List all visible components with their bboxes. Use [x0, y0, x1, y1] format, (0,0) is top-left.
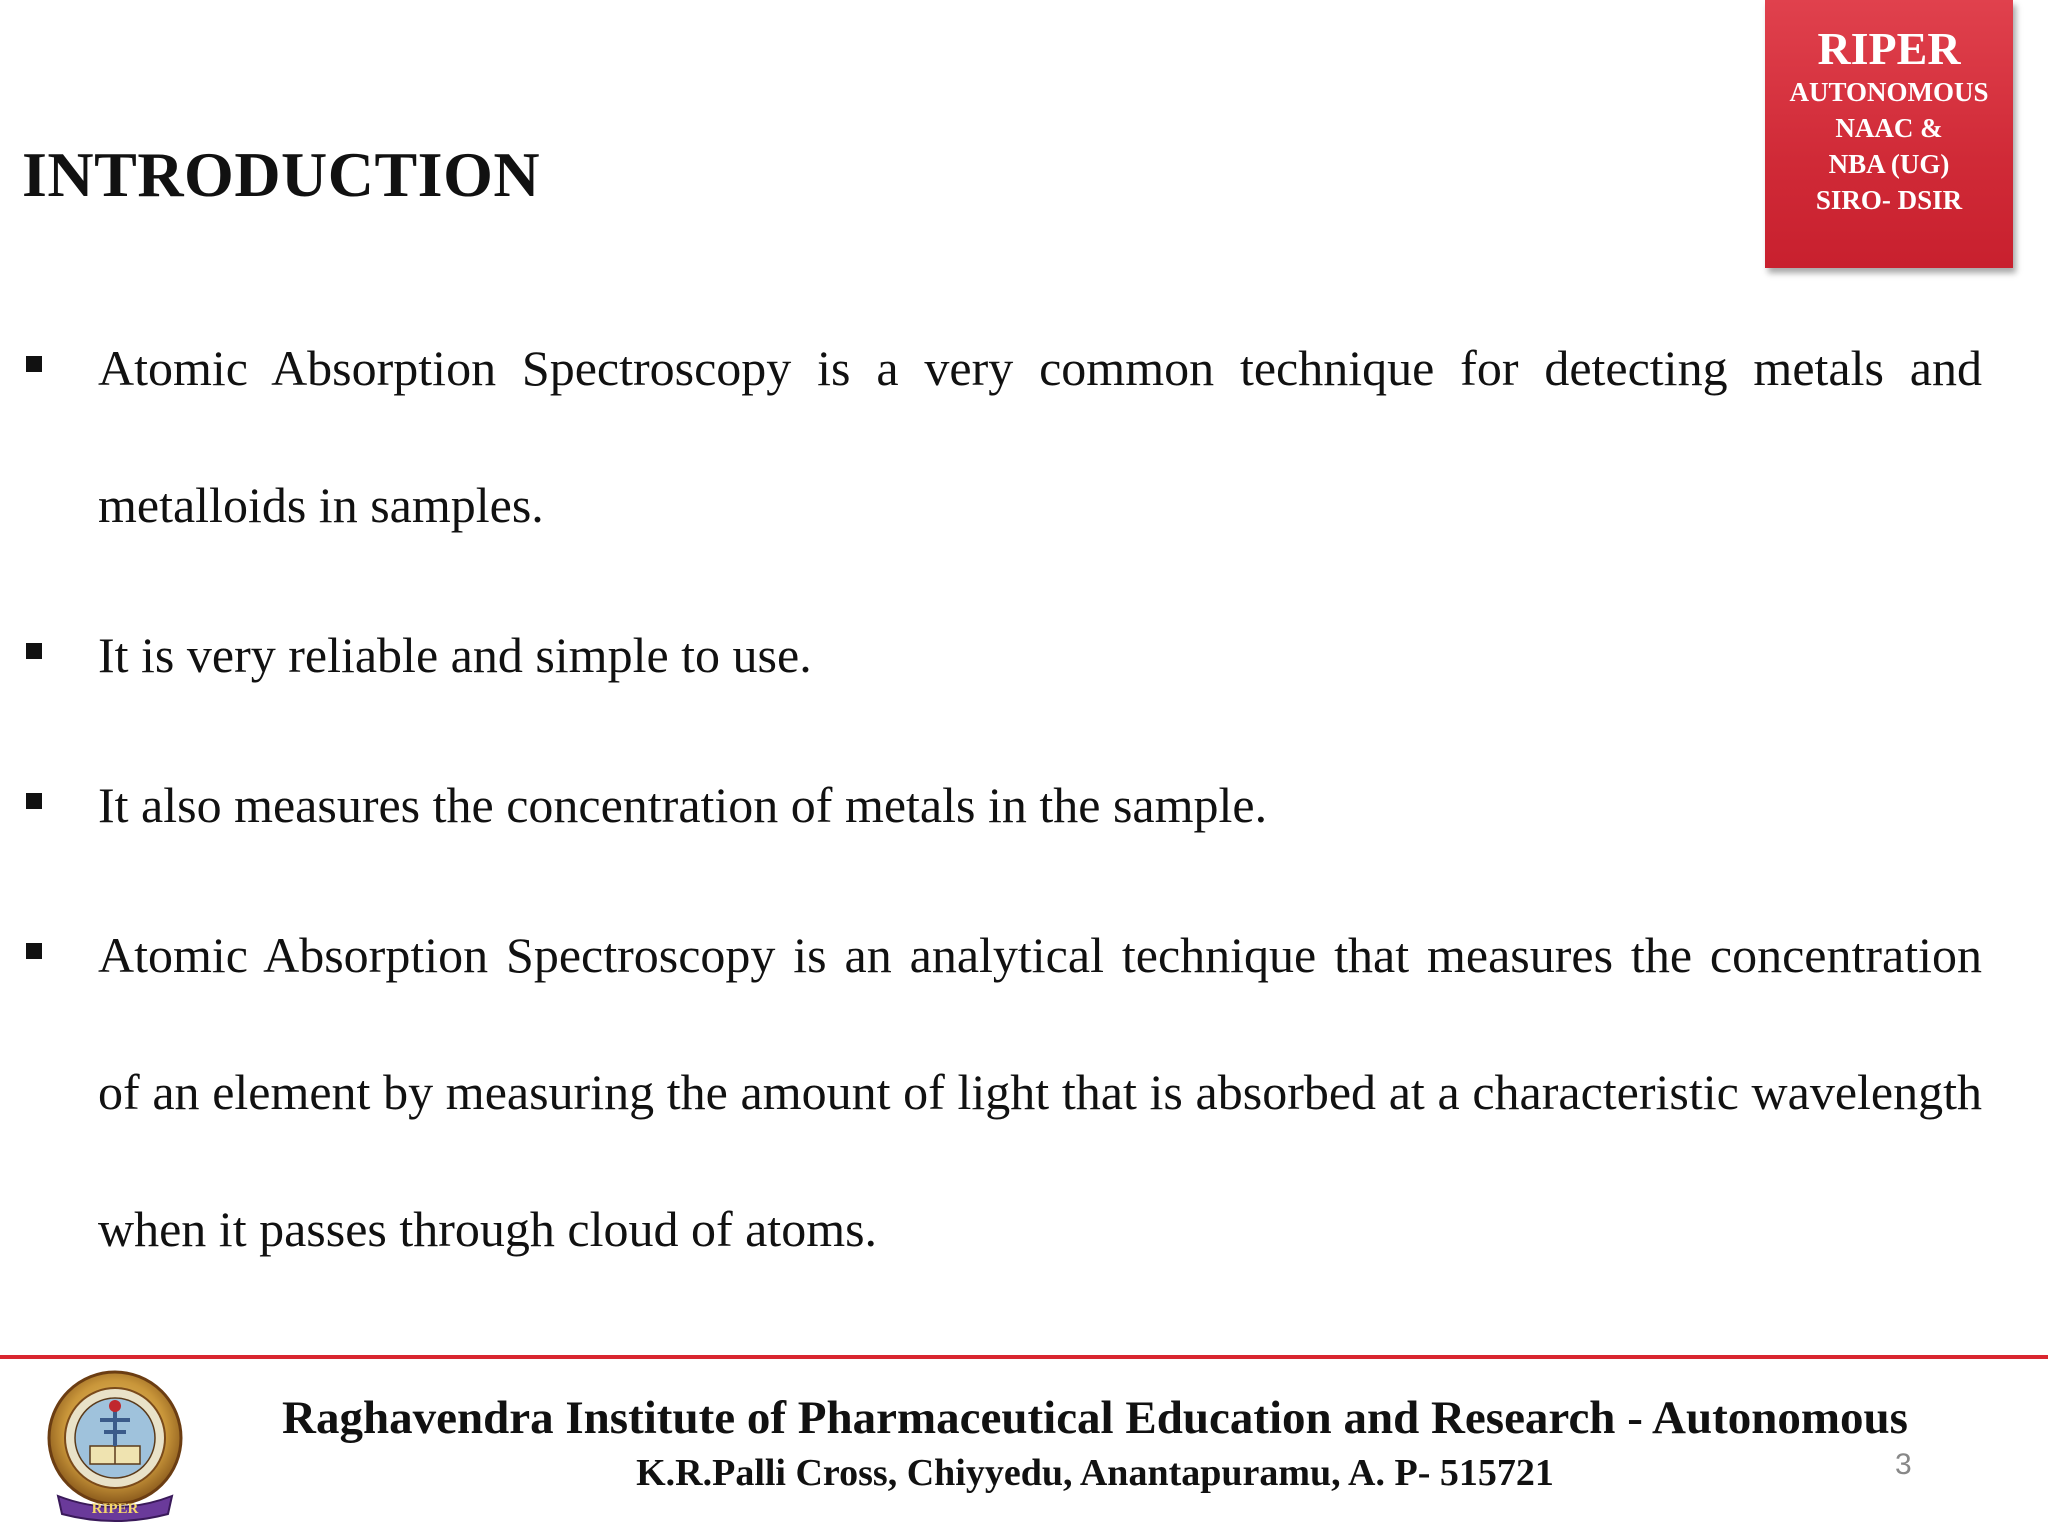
accreditation-badge: [1765, 0, 2013, 268]
bullet-text: It also measures the concentration of metals in the sample.: [98, 777, 1268, 833]
institution-address: K.R.Palli Cross, Chiyyedu, Anantapuramu, A. P- 515721: [636, 1452, 1554, 1494]
square-bullet-icon: [26, 943, 42, 959]
badge-main: RIPER: [1817, 23, 1961, 74]
badge-line: NAAC &: [1835, 113, 1943, 143]
page-number: 3: [1895, 1448, 1912, 1481]
bullet-item: [22, 587, 1982, 724]
logo-ribbon-text: RIPER: [91, 1501, 139, 1517]
bullet-list: [22, 300, 1982, 1311]
square-bullet-icon: [26, 793, 42, 809]
square-bullet-icon: [26, 356, 42, 372]
bullet-text: Atomic Absorption Spectroscopy is an analytical technique that measures the concentration of an element by measuring the amount of light that is absorbed at a characteristic wavelength when it passes through cloud of atoms.: [98, 927, 1982, 1257]
bullet-item: [22, 737, 1982, 874]
badge-line: NBA (UG): [1828, 149, 1950, 179]
badge-line: SIRO- DSIR: [1815, 185, 1963, 215]
bullet-item: [22, 300, 1982, 574]
footer-divider: [0, 1355, 2048, 1359]
institution-logo-icon: [40, 1368, 190, 1526]
bullet-text: It is very reliable and simple to use.: [98, 627, 812, 683]
square-bullet-icon: [26, 643, 42, 659]
slide-title: INTRODUCTION: [22, 139, 541, 210]
bullet-item: [22, 887, 1982, 1298]
badge-line: AUTONOMOUS: [1789, 77, 1989, 107]
institution-name: Raghavendra Institute of Pharmaceutical Education and Research - Autonomous: [282, 1392, 1908, 1444]
bullet-text: Atomic Absorption Spectroscopy is a very common technique for detecting metals and metalloids in samples.: [98, 340, 1982, 533]
